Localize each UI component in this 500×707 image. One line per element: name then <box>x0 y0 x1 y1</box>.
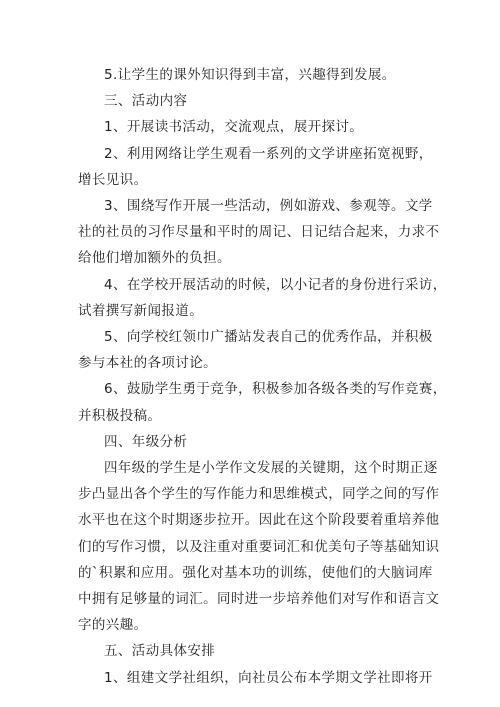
paragraph-continuation-line: 中拥有足够量的词汇。同时进一步培养他们对写作和语言文 <box>78 591 440 608</box>
paragraph-continuation-line: 步凸显出各个学生的写作能力和思维模式，同学之间的写作 <box>78 486 440 503</box>
paragraph-continuation-line: 社的社员的习作尽量和平时的周记、日记结合起来，力求不 <box>78 224 440 241</box>
document-body <box>78 62 447 691</box>
paragraph-line: 3、围绕写作开展一些活动，例如游戏、参观等。文学 <box>104 198 433 215</box>
paragraph-continuation-line: 参与本社的各项讨论。 <box>78 355 217 372</box>
paragraph-line: 6、鼓励学生勇于竞争，积极参加各级各类的写作竞赛， <box>104 381 447 398</box>
paragraph-line: 四年级的学生是小学作文发展的关键期，这个时期正逐 <box>104 460 438 477</box>
paragraph-line: 1、开展读书活动，交流观点，展开探讨。 <box>104 119 364 136</box>
paragraph-line: 三、活动内容 <box>104 93 188 110</box>
paragraph-line: 5.让学生的课外知识得到丰富，兴趣得到发展。 <box>104 67 396 83</box>
paragraph-continuation-line: 水平也在这个时期逐步拉开。因此在这个阶段要着重培养他 <box>78 512 440 529</box>
paragraph-continuation-line: 们的写作习惯，以及注重对重要词汇和优美句子等基础知识 <box>78 538 440 555</box>
paragraph-continuation-line: 增长见识。 <box>78 171 148 188</box>
paragraph-continuation-line: 试着撰写新闻报道。 <box>78 302 204 319</box>
paragraph-continuation-line: 的`积累和应用。强化对基本功的训练，使他们的大脑词库 <box>78 564 433 581</box>
paragraph-continuation-line: 给他们增加额外的负担。 <box>78 250 231 267</box>
paragraph-line: 四、年级分析 <box>104 433 188 450</box>
paragraph-line: 2、利用网络让学生观看一系列的文学讲座拓宽视野， <box>104 145 433 162</box>
paragraph-continuation-line: 并积极投稿。 <box>78 407 162 424</box>
paragraph-line: 1、组建文学社组织，向社员公布本学期文学社即将开 <box>104 669 433 686</box>
paragraph-line: 4、在学校开展活动的时候，以小记者的身份进行采访， <box>104 276 447 293</box>
paragraph-continuation-line: 字的兴趣。 <box>78 617 148 634</box>
paragraph-line: 五、活动具体安排 <box>104 643 216 660</box>
paragraph-line: 5、向学校红领巾广播站发表自己的优秀作品，并积极 <box>104 329 433 346</box>
